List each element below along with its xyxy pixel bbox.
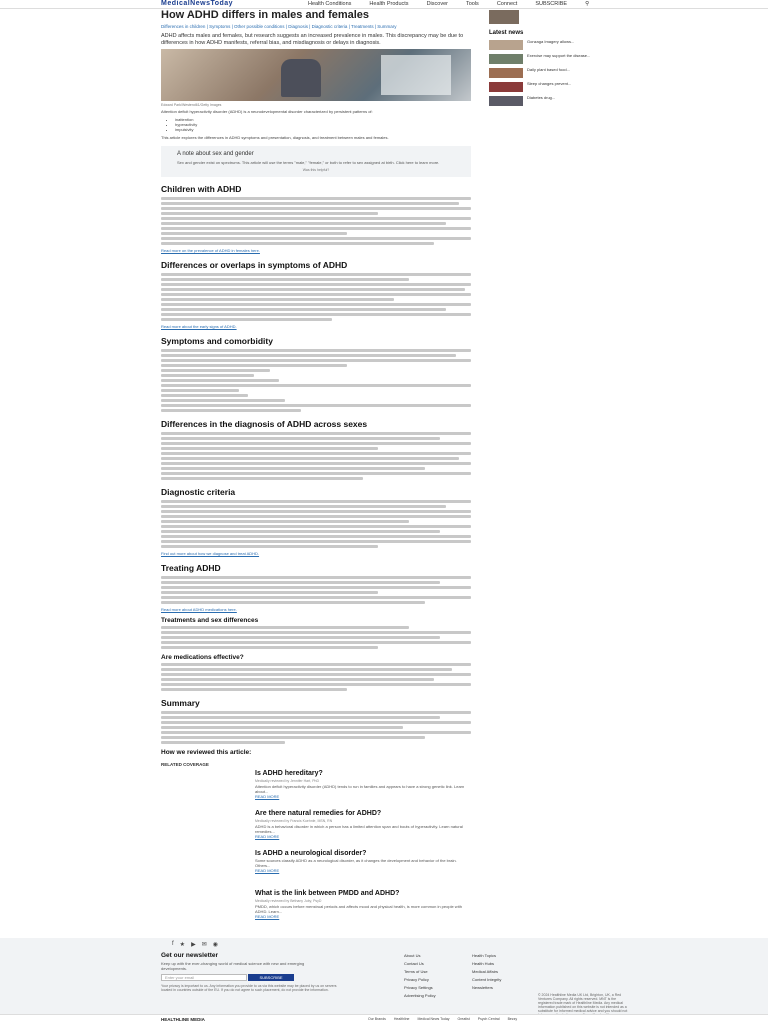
site-footer bbox=[0, 938, 768, 1024]
top-navigation bbox=[0, 0, 768, 9]
newsletter-legal: Your privacy is important to us. Any information you provide to us via this website may be placed by us on servers located in countries outside of the EU. If you do not agree to such placement, do not provide the information. bbox=[161, 984, 337, 992]
main-nav bbox=[308, 0, 589, 8]
latest-news-item[interactable] bbox=[489, 96, 614, 106]
card-description: PMDD, which occurs before menstrual periods and affects mood and physical health, is more common in people with ADHD. Learn... bbox=[255, 904, 462, 914]
news-title: Diabetes drug... bbox=[527, 95, 556, 100]
latest-news-item[interactable] bbox=[489, 68, 614, 78]
nav-subscribe[interactable]: SUBSCRIBE bbox=[535, 1, 568, 7]
news-thumbnail bbox=[489, 68, 523, 78]
news-thumbnail bbox=[489, 40, 523, 50]
news-title: Sleep changes prevent... bbox=[527, 81, 572, 86]
footer-links-column bbox=[472, 952, 501, 992]
footer-link[interactable]: Health Topics bbox=[472, 953, 496, 958]
featured-text bbox=[523, 10, 524, 24]
card-description: ADHD is a behavioral disorder in which a person has a limited attention span and bouts of hyperactivity. Learn natural remedies... bbox=[255, 824, 463, 834]
section-heading: Symptoms and comorbidity bbox=[161, 336, 273, 346]
brand-link[interactable]: Medical News Today bbox=[417, 1017, 450, 1021]
intro-after: This article explores the differences in ADHD symptoms and presentation, diagnosis, and treatment between males and females. bbox=[161, 135, 389, 140]
card-thumbnail bbox=[161, 770, 249, 804]
brand-link[interactable]: Our Brands bbox=[368, 1017, 386, 1021]
footer-bottom-bar bbox=[0, 1014, 768, 1025]
subsection-heading: Are medications effective? bbox=[161, 654, 244, 661]
latest-news-item[interactable] bbox=[489, 82, 614, 92]
footer-link[interactable]: Newsletters bbox=[472, 985, 493, 990]
section-heading: Differences or overlaps in symptoms of ADHD bbox=[161, 260, 348, 270]
page-title: How ADHD differs in males and females bbox=[161, 9, 370, 21]
healthline-media-logo[interactable]: HEALTHLINE MEDIA bbox=[161, 1017, 205, 1022]
nav-health-conditions[interactable]: Health Conditions bbox=[308, 1, 352, 7]
card-read-more[interactable]: READ MORE bbox=[255, 794, 280, 799]
news-title: Gonzaga Imagery allows... bbox=[527, 39, 575, 44]
related-card[interactable] bbox=[161, 770, 471, 804]
footer-links-column bbox=[404, 952, 436, 1000]
flipboard-icon[interactable]: ◉ bbox=[212, 942, 218, 948]
brand-link[interactable]: Healthline bbox=[393, 1017, 410, 1021]
nav-connect[interactable]: Connect bbox=[496, 1, 518, 7]
footer-link[interactable]: Content Integrity bbox=[472, 977, 502, 982]
brand-links bbox=[368, 1017, 517, 1021]
section-heading: Differences in the diagnosis of ADHD across sexes bbox=[161, 419, 368, 429]
subscribe-button[interactable]: SUBSCRIBE bbox=[248, 974, 294, 981]
star-icon[interactable]: ★ bbox=[179, 942, 186, 948]
section-text-block bbox=[161, 432, 471, 480]
card-read-more[interactable]: READ MORE bbox=[255, 914, 280, 919]
section-text-block bbox=[161, 576, 471, 604]
section-text-block bbox=[161, 349, 471, 412]
nav-discover[interactable]: Discover bbox=[426, 1, 448, 7]
section-text-block bbox=[161, 197, 471, 245]
copyright: © 2024 Healthline Media UK Ltd, Brighton, UK, a Red Ventures Company. All rights reserved. MNT is the registered trade mark of Healthline Media. Any medical information published on this website is not intended as a substitute for informed medical advice and you should not bbox=[538, 993, 628, 1013]
read-more-link[interactable]: Read more about the early signs of ADHD. bbox=[161, 324, 237, 329]
footer-link[interactable]: Advertising Policy bbox=[404, 993, 436, 998]
card-read-more[interactable]: READ MORE bbox=[255, 834, 280, 839]
section-text-block bbox=[161, 711, 471, 744]
facebook-icon[interactable]: f bbox=[172, 941, 174, 947]
latest-news-item[interactable] bbox=[489, 40, 614, 50]
play-icon[interactable]: ▶ bbox=[191, 942, 196, 948]
card-meta: Medically reviewed by Jennifer Hart, PhD bbox=[255, 779, 319, 783]
read-more-link[interactable]: Find out more about how we diagnose and treat ADHD. bbox=[161, 551, 260, 556]
article-main bbox=[161, 10, 471, 930]
footer-link[interactable]: About Us bbox=[404, 953, 421, 958]
intro-list bbox=[161, 117, 471, 132]
card-title[interactable]: Is ADHD hereditary? bbox=[255, 770, 323, 777]
list-item: • inattention bbox=[175, 117, 471, 122]
card-thumbnail bbox=[161, 850, 249, 884]
nav-health-products[interactable]: Health Products bbox=[369, 1, 409, 7]
card-meta: Medically reviewed by Francis Kuehnle, MSN, RN bbox=[255, 819, 333, 823]
newsletter-description: Keep up with the ever-changing world of medical science with new and emerging developments. bbox=[161, 961, 305, 971]
section-text-block bbox=[161, 626, 471, 649]
nav-tools[interactable]: Tools bbox=[465, 1, 479, 7]
latest-news-item[interactable] bbox=[489, 54, 614, 64]
sidebar-featured[interactable] bbox=[489, 10, 614, 24]
hero-image bbox=[161, 49, 471, 101]
table-of-contents[interactable]: Differences in children | Symptoms | Other possible conditions | Diagnosis | Diagnostic criteria | Treatments | Summary bbox=[161, 24, 397, 29]
list-item: • impulsivity bbox=[175, 127, 471, 132]
news-title: Exercise may support the disease... bbox=[527, 53, 591, 58]
hero-figure bbox=[281, 59, 321, 97]
brand-link[interactable]: Bezzy bbox=[507, 1017, 518, 1021]
mail-icon[interactable]: ✉ bbox=[201, 942, 207, 948]
section-heading: Summary bbox=[161, 698, 200, 708]
social-links bbox=[172, 941, 218, 948]
brand-link[interactable]: Psych Central bbox=[477, 1017, 500, 1021]
news-thumbnail bbox=[489, 82, 523, 92]
section-heading: Treating ADHD bbox=[161, 563, 221, 573]
hero-window bbox=[381, 55, 451, 95]
related-coverage-label: RELATED COVERAGE bbox=[161, 762, 209, 767]
latest-news-heading: Latest news bbox=[489, 30, 524, 36]
reviewed-heading: How we reviewed this article: bbox=[161, 749, 252, 756]
related-card[interactable] bbox=[161, 810, 471, 844]
email-field[interactable]: Enter your email bbox=[161, 974, 247, 981]
card-title[interactable]: Is ADHD a neurological disorder? bbox=[255, 850, 367, 857]
card-description: Some sources classify ADHD as a neurological disorder, as it changes the development and behavior of the brain. Others... bbox=[255, 858, 457, 868]
article-lead: ADHD affects males and females, but research suggests an increased prevalence in males. This discrepancy may be due to differences in how ADHD manifests, referral bias, and misdiagnosis or delays in diagnosis. bbox=[161, 33, 464, 46]
news-title: Daily plant based food... bbox=[527, 67, 570, 72]
brand-link[interactable]: Greatist bbox=[457, 1017, 470, 1021]
news-thumbnail bbox=[489, 96, 523, 106]
footer-link[interactable]: Medical Affairs bbox=[472, 969, 498, 974]
site-logo[interactable]: MedicalNewsToday bbox=[161, 0, 234, 7]
card-title[interactable]: What is the link between PMDD and ADHD? bbox=[255, 890, 400, 897]
subsection-heading: Treatments and sex differences bbox=[161, 617, 259, 624]
related-card[interactable] bbox=[161, 850, 471, 884]
search-icon[interactable]: ⚲ bbox=[585, 1, 590, 7]
section-heading: Diagnostic criteria bbox=[161, 487, 236, 497]
read-more-link[interactable]: Read more about ADHD medications here. bbox=[161, 607, 237, 612]
card-title[interactable]: Are there natural remedies for ADHD? bbox=[255, 810, 382, 817]
note-body: Sex and gender exist on spectrums. This article will use the terms "male," "female," or both to refer to sex assigned at birth. Click here to learn more. bbox=[177, 160, 440, 165]
helpful-prompt[interactable]: Was this helpful? bbox=[302, 168, 330, 172]
read-more-link[interactable]: Read more on the prevalence of ADHD in females here. bbox=[161, 248, 260, 253]
featured-thumbnail bbox=[489, 10, 519, 24]
hero-caption: Edward Park/Westend61/Getty Images bbox=[161, 103, 222, 107]
section-text-block bbox=[161, 663, 471, 691]
footer-link[interactable]: Privacy Settings bbox=[404, 985, 433, 990]
footer-link[interactable]: Health Hubs bbox=[472, 961, 495, 966]
card-thumbnail bbox=[161, 810, 249, 844]
section-heading: Children with ADHD bbox=[161, 184, 242, 194]
card-meta: Medically reviewed by Bethany Juby, PsyD bbox=[255, 899, 322, 903]
section-text-block bbox=[161, 500, 471, 548]
list-item: • hyperactivity bbox=[175, 122, 471, 127]
card-description: Attention deficit hyperactivity disorder (ADHD) tends to run in families and appears to have a strong genetic link. Learn about... bbox=[255, 784, 465, 794]
sidebar bbox=[489, 10, 614, 110]
newsletter-title: Get our newsletter bbox=[161, 952, 219, 959]
card-read-more[interactable]: READ MORE bbox=[255, 868, 280, 873]
sex-gender-note bbox=[161, 146, 471, 177]
card-thumbnail bbox=[161, 890, 249, 924]
footer-link[interactable]: Contact Us bbox=[404, 961, 424, 966]
footer-link[interactable]: Terms of Use bbox=[404, 969, 428, 974]
note-title: A note about sex and gender bbox=[177, 151, 254, 157]
news-thumbnail bbox=[489, 54, 523, 64]
intro-paragraph: Attention deficit hyperactivity disorder (ADHD) is a neurodevelopmental disorder characterized by persistent patterns of: bbox=[161, 109, 373, 114]
related-card[interactable] bbox=[161, 890, 471, 924]
footer-link[interactable]: Privacy Policy bbox=[404, 977, 429, 982]
section-text-block bbox=[161, 273, 471, 321]
